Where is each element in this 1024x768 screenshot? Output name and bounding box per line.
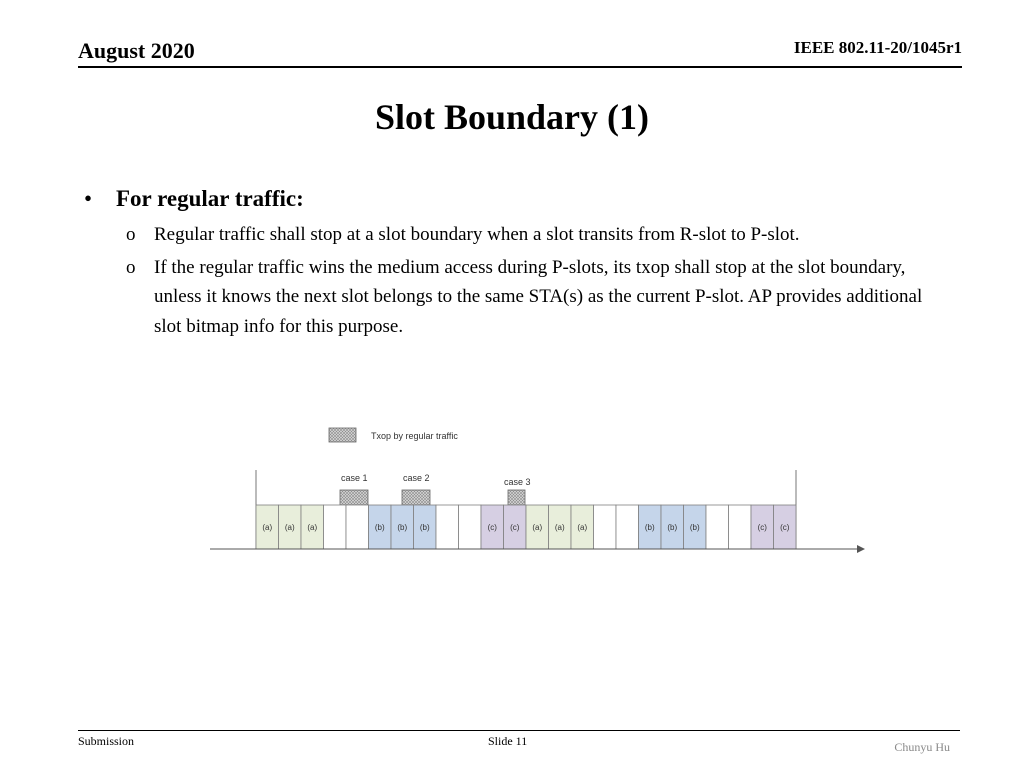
slot-label: (c) xyxy=(780,523,790,532)
slot-empty xyxy=(616,505,639,549)
slot-label: (c) xyxy=(487,523,497,532)
sub-bullet-text: If the regular traffic wins the medium access during P-slots, its txop shall stop at the slot boundary, unless it knows the next slot belongs to the same STA(s) as the current P-slot. AP provides additional slot bitmap info for this purpose. xyxy=(154,256,923,337)
slot-empty xyxy=(594,505,617,549)
footer-slide-number: Slide 11 xyxy=(488,734,528,748)
slot-label: (a) xyxy=(284,523,295,532)
footer-rule xyxy=(78,730,960,731)
slot-label: (a) xyxy=(307,523,318,532)
slot-empty xyxy=(436,505,459,549)
footer-author: Chunyu Hu xyxy=(894,740,950,754)
sub-bullet-marker: o xyxy=(126,256,136,278)
slot-diagram xyxy=(200,415,880,570)
header-doc-id: IEEE 802.11-20/1045r1 xyxy=(793,38,962,57)
txop-case-2 xyxy=(402,490,430,505)
slot-label: (a) xyxy=(554,523,565,532)
legend-label: Txop by regular traffic xyxy=(371,431,458,441)
slide-title: Slot Boundary (1) xyxy=(374,97,650,137)
legend-swatch xyxy=(329,428,356,442)
slot-empty xyxy=(459,505,482,549)
slot-label: (a) xyxy=(577,523,588,532)
bullet-main-text: For regular traffic: xyxy=(116,186,304,211)
header-date: August 2020 xyxy=(78,38,195,63)
slot-label: (b) xyxy=(374,523,385,532)
sub-bullet-marker: o xyxy=(126,224,136,245)
sub-bullet-2 xyxy=(126,253,964,342)
case-1-label: case 1 xyxy=(341,473,368,483)
case-3-label: case 3 xyxy=(504,477,531,487)
slot-label: (b) xyxy=(689,523,700,532)
slot-diagram-svg xyxy=(200,415,880,565)
slot-label: (a) xyxy=(262,523,273,532)
txop-case-3 xyxy=(508,490,525,505)
slot-label: (b) xyxy=(667,523,678,532)
slot-label: (b) xyxy=(419,523,430,532)
slot-empty xyxy=(706,505,729,549)
txop-case-1 xyxy=(340,490,368,505)
header-rule xyxy=(78,66,962,68)
slot-empty xyxy=(324,505,347,549)
slot-label: (c) xyxy=(757,523,767,532)
sub-bullet-text: Regular traffic shall stop at a slot boundary when a slot transits from R-slot to P-slot. xyxy=(154,224,800,245)
sub-bullet-1 xyxy=(126,220,964,250)
footer-submission: Submission xyxy=(78,734,135,748)
slot-empty xyxy=(729,505,752,549)
slot-label: (c) xyxy=(510,523,520,532)
slot-empty xyxy=(346,505,369,549)
slot-label: (b) xyxy=(644,523,655,532)
bullet-dot: • xyxy=(84,186,93,211)
slot-label: (a) xyxy=(532,523,543,532)
slot-row xyxy=(256,505,796,549)
bullet-list xyxy=(84,186,964,341)
case-2-label: case 2 xyxy=(403,473,430,483)
slot-label: (b) xyxy=(397,523,408,532)
bullet-main xyxy=(84,186,964,212)
